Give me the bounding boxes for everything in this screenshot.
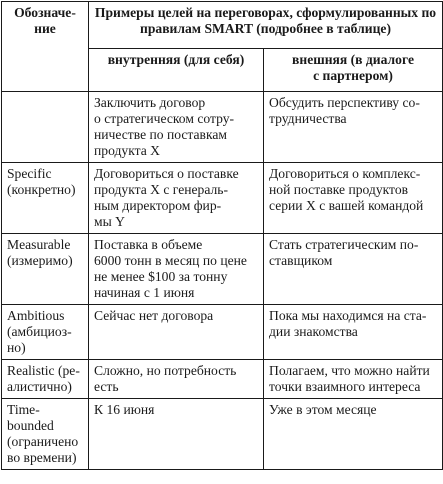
table-row	[2, 360, 443, 399]
internal-goal: Поставка в объеме 6000 тонн в месяц по цене не менее $100 за тонну начиная с 1 июня	[94, 237, 247, 300]
header-group	[89, 2, 443, 49]
table-row	[2, 234, 443, 305]
table-row	[2, 92, 443, 163]
header-external-text: внешняя (в диалоге с партнером)	[292, 52, 414, 83]
internal-goal-cell	[89, 305, 264, 360]
header-group-text: Примеры целей на переговорах, сформулированных по правилам SMART (подробнее в таблице)	[94, 5, 437, 36]
external-goal: Обсудить перспективу со- трудничества	[269, 95, 420, 126]
internal-goal-cell	[89, 163, 264, 234]
external-goal-cell	[264, 163, 443, 234]
external-goal: Уже в этом месяце	[269, 402, 377, 417]
header-internal	[89, 49, 264, 92]
external-goal-cell	[264, 92, 443, 163]
external-goal: Договориться о комплекс- ной поставке продуктов серии X с вашей командой	[269, 166, 424, 213]
header-designation-text: Обозначе- ние	[14, 5, 76, 36]
table-row	[2, 305, 443, 360]
internal-goal-cell	[89, 234, 264, 305]
row-label-cell	[2, 360, 89, 399]
internal-goal: Сложно, но потребность есть	[94, 363, 237, 394]
internal-goal-cell	[89, 92, 264, 163]
external-goal: Стать стратегическим по- ставщиком	[269, 237, 419, 268]
external-goal-cell	[264, 305, 443, 360]
smart-goals-table	[1, 1, 443, 470]
internal-goal: К 16 июня	[94, 402, 155, 417]
row-label: Realistic (ре- алистично)	[7, 363, 80, 394]
row-label-cell	[2, 234, 89, 305]
external-goal-cell	[264, 399, 443, 470]
table-row	[2, 163, 443, 234]
external-goal: Пока мы находимся на ста- дии знакомства	[269, 308, 427, 339]
row-label-cell	[2, 305, 89, 360]
internal-goal: Договориться о поставке продукта X с генераль- ным директором фир- мы Y	[94, 166, 239, 229]
row-label: Time- bounded (ограничено во времени)	[7, 402, 79, 465]
external-goal: Полагаем, что можно найти точки взаимного интереса	[269, 363, 430, 394]
internal-goal-cell	[89, 399, 264, 470]
row-label: Ambitious (амбициоз- но)	[7, 308, 72, 355]
row-label-cell	[2, 92, 89, 163]
row-label-cell	[2, 399, 89, 470]
row-label: Measurable (измеримо)	[7, 237, 73, 268]
external-goal-cell	[264, 360, 443, 399]
row-label-cell	[2, 163, 89, 234]
table-row	[2, 399, 443, 470]
header-designation	[2, 2, 89, 92]
row-label: Specific (конкретно)	[7, 166, 76, 197]
internal-goal: Сейчас нет договора	[94, 308, 214, 323]
header-internal-text: внутренняя (для себя)	[107, 52, 245, 67]
internal-goal-cell	[89, 360, 264, 399]
header-external	[264, 49, 443, 92]
external-goal-cell	[264, 234, 443, 305]
internal-goal: Заключить договор о стратегическом сотру- ничестве по поставкам продукта X	[94, 95, 235, 158]
